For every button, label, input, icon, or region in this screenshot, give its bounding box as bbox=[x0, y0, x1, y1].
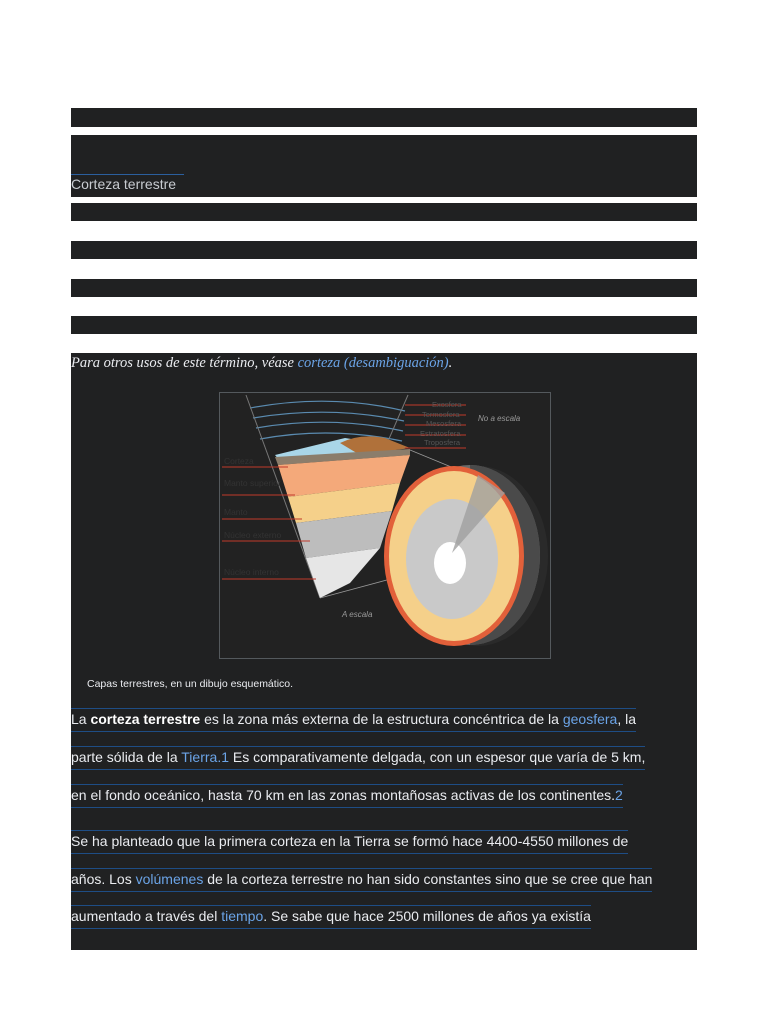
paragraph-1-line-1: La corteza terrestre es la zona más externa de la estructura concéntrica de la geosfera, la bbox=[71, 708, 636, 732]
geosfera-link[interactable]: geosfera bbox=[562, 711, 618, 727]
reference-2[interactable]: 2 bbox=[615, 787, 623, 803]
tiempo-link[interactable]: tiempo bbox=[221, 908, 264, 924]
article-content bbox=[71, 353, 697, 950]
bold-term: corteza terrestre bbox=[90, 711, 201, 727]
header-bar-1 bbox=[71, 108, 697, 127]
hatnote-text: Para otros usos de este término, véase bbox=[71, 355, 298, 371]
paragraph-2-line-1: Se ha planteado que la primera corteza en la Tierra se formó hace 4400-4550 millones de bbox=[71, 830, 628, 854]
disambiguation-link[interactable]: corteza (desambiguación) bbox=[297, 355, 449, 371]
header-bar-5 bbox=[71, 279, 697, 297]
earth-layers-figure[interactable] bbox=[219, 392, 551, 659]
label-nucleo-externo: Núcleo externo bbox=[224, 530, 282, 540]
hatnote-period: . bbox=[448, 355, 453, 371]
paragraph-1-line-2: parte sólida de la Tierra.1 Es comparativamente delgada, con un espesor que varía de 5 km, bbox=[71, 746, 645, 770]
paragraph-2-line-3: aumentado a través del tiempo. Se sabe que hace 2500 millones de años ya existía bbox=[71, 905, 591, 929]
atmosphere-arc-1 bbox=[250, 401, 405, 411]
label-nucleo-interno: Núcleo interno bbox=[224, 567, 279, 577]
label-no-escala: No a escala bbox=[478, 414, 521, 423]
label-a-escala: A escala bbox=[342, 610, 373, 619]
label-corteza: Corteza bbox=[224, 456, 254, 466]
page-title: Corteza terrestre bbox=[71, 174, 184, 192]
globe-inner-core bbox=[434, 542, 466, 584]
header-bar-6 bbox=[71, 316, 697, 334]
reference-1[interactable]: .1 bbox=[217, 749, 229, 765]
cutaway-globe bbox=[384, 465, 548, 646]
atmosphere-arc-3 bbox=[256, 422, 403, 431]
label-termosfera: Termosfera bbox=[422, 410, 460, 419]
paragraph-1-line-3: en el fondo oceánico, hasta 70 km en las zonas montañosas activas de los continentes.2 bbox=[71, 784, 623, 808]
paragraph-2-line-2: años. Los volúmenes de la corteza terrestre no han sido constantes sino que se cree que han bbox=[71, 868, 652, 892]
figure-caption: Capas terrestres, en un dibujo esquemático. bbox=[87, 678, 294, 690]
label-estratosfera: Estratosfera bbox=[420, 429, 461, 438]
label-manto-superior: Manto superior bbox=[224, 478, 281, 488]
hatnote bbox=[71, 355, 452, 372]
header-bar-4 bbox=[71, 241, 697, 259]
volumenes-link[interactable]: volúmenes bbox=[135, 871, 204, 887]
label-manto: Manto bbox=[224, 507, 248, 517]
header-bar-3 bbox=[71, 203, 697, 221]
label-mesosfera: Mesosfera bbox=[426, 419, 462, 428]
tierra-link[interactable]: Tierra bbox=[181, 749, 218, 765]
label-troposfera: Troposfera bbox=[424, 438, 460, 447]
earth-layers-diagram bbox=[220, 393, 550, 658]
atmosphere-arc-2 bbox=[253, 412, 404, 421]
label-exosfera: Exosfera bbox=[432, 400, 462, 409]
